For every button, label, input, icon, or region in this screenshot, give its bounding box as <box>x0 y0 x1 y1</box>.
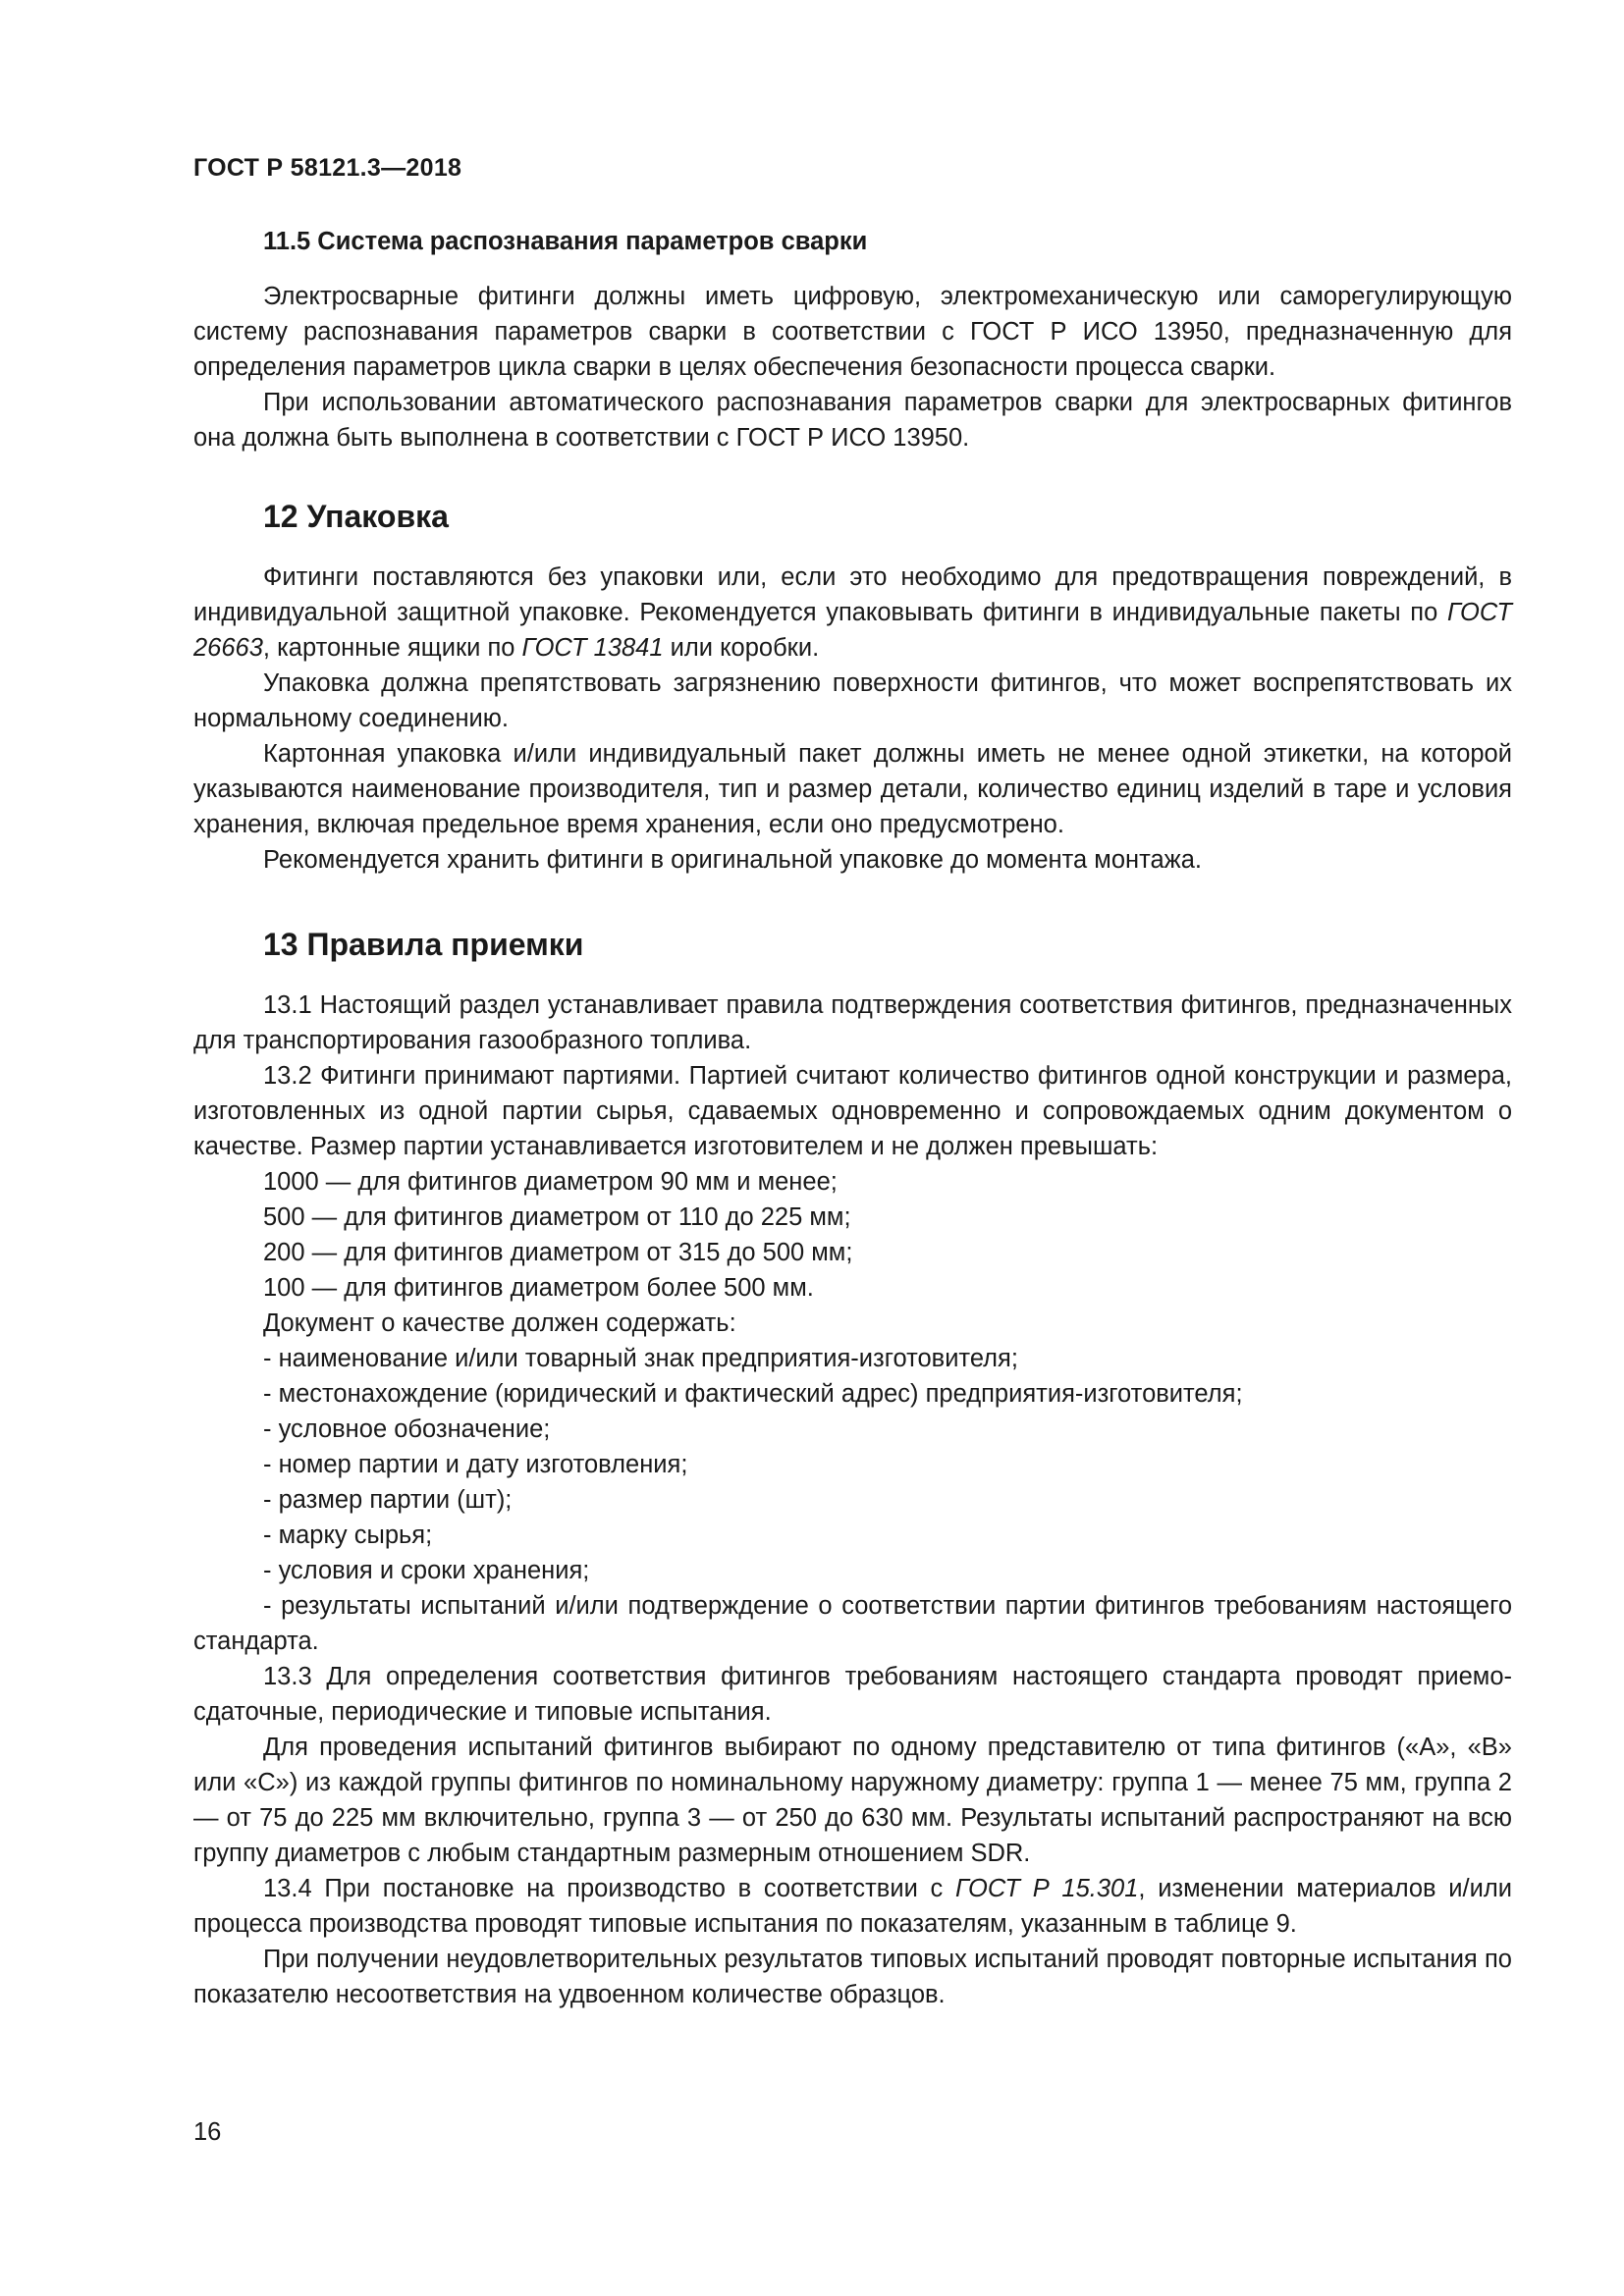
text-segment: Фитинги поставляются без упаковки или, если это необходимо для предотвращения повреждений, в индивидуальной защитной упаковке. Рекомендуется упаковывать фитинги в индивидуальные пакеты по <box>193 563 1512 626</box>
paragraph: При получении неудовлетворительных результатов типовых испытаний проводят повторные испытания по показателю несоответствия на удвоенном количестве образцов. <box>193 1946 1512 2008</box>
page-number: 16 <box>193 2118 222 2146</box>
standard-reference: ГОСТ 13841 <box>521 634 664 662</box>
text-segment: или коробки. <box>663 634 820 662</box>
list-item: - наименование и/или товарный знак предприятия-изготовителя; <box>263 1345 1018 1372</box>
paragraph: Упаковка должна препятствовать загрязнению поверхности фитингов, что может воспрепятствовать их нормальному соединению. <box>193 669 1512 732</box>
paragraph: Рекомендуется хранить фитинги в оригинальной упаковке до момента монтажа. <box>263 846 1202 874</box>
list-intro: Документ о качестве должен содержать: <box>263 1309 736 1337</box>
paragraph: При использовании автоматического распознавания параметров сварки для электросварных фитингов она должна быть выполнена в соответствии с ГОСТ Р ИСО 13950. <box>193 389 1512 452</box>
text-segment: , изменении материалов и/или процесса производства проводят типовые испытания по показателям, указанным в таблице 9. <box>193 1875 1512 1938</box>
list-item: 200 — для фитингов диаметром от 315 до 500 мм; <box>263 1239 853 1266</box>
document-body <box>193 224 1512 2012</box>
list-item: 500 — для фитингов диаметром от 110 до 225 мм; <box>263 1203 851 1231</box>
section-12-title: 12 Упаковка <box>263 499 449 534</box>
list-item: - номер партии и дату изготовления; <box>263 1451 688 1478</box>
paragraph: Для проведения испытаний фитингов выбирают по одному представителю от типа фитингов («А», «В» или «С») из каждой группы фитингов по номинальному наружному диаметру: группа 1 — менее 75 мм, группа 2 — от 75 до 225 мм включительно, группа 3 — от 250 до 630 мм. Результаты испытаний распространяют на всю группу диаметров с любым стандартным размерным отношением SDR. <box>193 1734 1512 1867</box>
paragraph: Картонная упаковка и/или индивидуальный пакет должны иметь не менее одной этикетки, на которой указываются наименование производителя, тип и размер детали, количество единиц изделий в таре и условия хранения, включая предельное время хранения, если оно предусмотрено. <box>193 740 1512 838</box>
paragraph <box>193 1871 1512 1942</box>
paragraph <box>193 560 1512 666</box>
section-11-5-title: 11.5 Система распознавания параметров сварки <box>263 228 868 255</box>
paragraph: 13.2 Фитинги принимают партиями. Партией считают количество фитингов одной конструкции и размера, изготовленных из одной партии сырья, сдаваемых одновременно и сопровождаемых одним документом о качестве. Размер партии устанавливается изготовителем и не должен превышать: <box>193 1062 1512 1160</box>
section-13-title: 13 Правила приемки <box>263 927 584 962</box>
list-item: 1000 — для фитингов диаметром 90 мм и менее; <box>263 1168 838 1196</box>
list-item: - размер партии (шт); <box>263 1486 513 1514</box>
list-item: - условное обозначение; <box>263 1415 551 1443</box>
list-item: - марку сырья; <box>263 1522 433 1549</box>
list-item: 100 — для фитингов диаметром более 500 мм. <box>263 1274 814 1302</box>
list-item: - условия и сроки хранения; <box>263 1557 590 1584</box>
list-item: - результаты испытаний и/или подтверждение о соответствии партии фитингов требованиям настоящего стандарта. <box>193 1592 1512 1655</box>
text-segment: 13.4 При постановке на производство в соответствии с <box>263 1875 955 1902</box>
standard-reference: ГОСТ 26663 <box>193 599 1512 662</box>
list-item: - местонахождение (юридический и фактический адрес) предприятия-изготовителя; <box>263 1380 1243 1408</box>
paragraph: 13.1 Настоящий раздел устанавливает правила подтверждения соответствия фитингов, предназначенных для транспортирования газообразного топлива. <box>193 991 1512 1054</box>
document-code-header: ГОСТ Р 58121.3—2018 <box>193 154 462 182</box>
text-segment: , картонные ящики по <box>262 634 522 662</box>
paragraph: Электросварные фитинги должны иметь цифровую, электромеханическую или саморегулирующую систему распознавания параметров сварки в соответствии с ГОСТ Р ИСО 13950, предназначенную для определения параметров цикла сварки в целях обеспечения безопасности процесса сварки. <box>193 283 1512 381</box>
paragraph: 13.3 Для определения соответствия фитингов требованиям настоящего стандарта проводят приемо-сдаточные, периодические и типовые испытания. <box>193 1663 1512 1726</box>
standard-reference: ГОСТ Р 15.301 <box>955 1875 1139 1902</box>
